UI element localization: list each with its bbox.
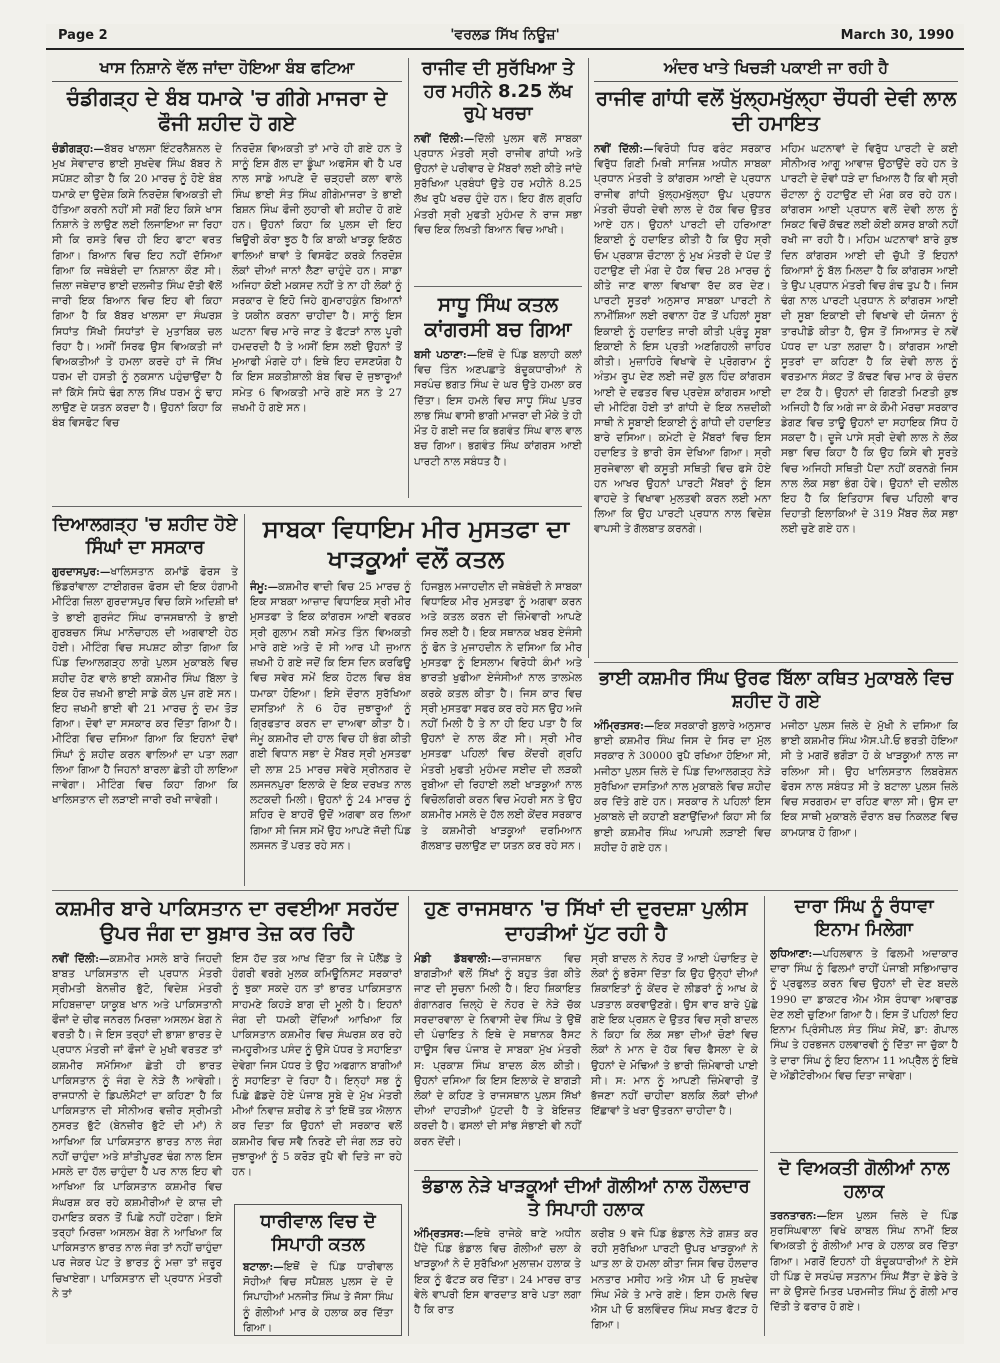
article-dhariwal	[234, 1204, 402, 1336]
column-rule	[764, 896, 765, 1336]
section-rule	[414, 286, 582, 287]
article-body: ਖਾਲਿਸਤਾਨ ਕਮਾਂਡੋ ਫੋਰਸ ਤੇ ਭਿੰਡਰਾਂਵਾਲਾ ਟਾਈਗਰਜ਼ ਫੋਰਸ ਦੀ ਇਕ ਹੰਗਾਮੀ ਮੀਟਿੰਗ ਜ਼ਿਲਾ ਗੁਰਦਾਸਪੁਰ ਵਿਚ ਕਿਸੇ ਅਦਿਸ਼ੀ ਥਾਂ ਤੇ ਭਾਈ ਗੁਰਜੰਟ ਸਿੰਘ ਰਾਜਸਥਾਨੀ ਤੇ ਭਾਈ ਗੁਰਬਚਨ ਸਿੰਘ ਮਾਨੋਚਾਹਲ ਦੀ ਅਗਵਾਈ ਹੇਠ ਹੋਈ। ਮੀਟਿੰਗ ਵਿਚ ਸਪਸ਼ਟ ਕੀਤਾ ਗਿਆ ਕਿ ਪਿੰਡ ਦਿਆਲਗੜ੍ਹ ਲਾਗੇ ਪੁਲਸ ਮੁਕਾਬਲੇ ਵਿਚ ਸ਼ਹੀਦ ਹੋਣ ਵਾਲੇ ਭਾਈ ਕਸ਼ਮੀਰ ਸਿੰਘ ਬਿੱਲਾ ਤੇ ਇਕ ਹੋਰ ਜ਼ਖਮੀ ਭਾਈ ਸਾਡੇ ਕੋਲ ਪੁਜ ਗਏ ਸਨ। ਇਹ ਜ਼ਖਮੀ ਭਾਈ ਵੀ 21 ਮਾਰਚ ਨੂੰ ਦਮ ਤੋੜ ਗਿਆ। ਦੋਵਾਂ ਦਾ ਸਸਕਾਰ ਕਰ ਦਿੱਤਾ ਗਿਆ ਹੈ। ਮੀਟਿੰਗ ਵਿਚ ਦਸਿਆ ਗਿਆ ਕਿ ਇਹਨਾਂ ਦੋਵਾਂ ਸਿੰਘਾਂ ਨੂੰ ਸ਼ਹੀਦ ਕਰਨ ਵਾਲਿਆਂ ਦਾ ਪਤਾ ਲਗਾ ਲਿਆ ਗਿਆ ਹੈ ਜਿਹਨਾਂ ਬਾਰਲਾ ਛੇਤੀ ਹੀ ਲਾਇਆ ਜਾਵੇਗਾ। ਮੀਟਿੰਗ ਵਿਚ ਕਿਹਾ ਗਿਆ ਕਿ ਖਾਲਿਸਤਾਨ ਦੀ ਲੜਾਈ ਜਾਰੀ ਰਖੀ ਜਾਵੇਗੀ।	[52, 566, 238, 807]
dateline: ਲੁਧਿਆਣਾ:—	[770, 948, 823, 960]
article-headline: ਰਾਜੀਵ ਦੀ ਸੁਰੱਖਿਆ ਤੇ ਹਰ ਮਹੀਨੇ 8.25 ਲੱਖ ਰੁਪੇ ਖਰਚਾ	[421, 58, 575, 124]
dateline: ਨਵੀਂ ਦਿੱਲੀ:—	[52, 953, 110, 965]
article-body: ਇਸ ਹੱਦ ਤਕ ਆਖ ਦਿੱਤਾ ਕਿ ਜੇ ਪੋਲੈਂਡ ਤੇ ਹੰਗਰੀ ਵਰਗੇ ਮੁਲਕ ਕਮਿਊਨਿਸਟ ਸਰਕਾਰਾਂ ਨੂੰ ਝੁਕਾ ਸਕਦੇ ਹਨ ਤਾਂ ਭਾਰਤ ਪਾਕਿਸਤਾਨ ਸਾਹਮਣੇ ਕਿਹੜੇ ਬਾਗ ਦੀ ਮੂਲੀ ਹੈ। ਇਹਨਾਂ ਜੰਗ ਦੀ ਧਮਕੀ ਦੇਂਦਿਆਂ ਆਖਿਆ ਕਿ ਪਾਕਿਸਤਾਨ ਕਸ਼ਮੀਰ ਵਿਚ ਸੰਘਰਸ਼ ਕਰ ਰਹੇ ਜਮਹੂਰੀਅਤ ਪਸੰਦ ਨੂੰ ਉਸੇ ਪੱਧਰ ਤੇ ਸਹਾਇਤਾ ਦੇਵੇਗਾ ਜਿਸ ਪੱਧਰ ਤੇ ਉਹ ਅਫਗਾਨ ਬਾਗੀਆਂ ਨੂੰ ਸਹਾਇਤਾ ਦੇ ਰਿਹਾ ਹੈ। ਇਨ੍ਹਾਂ ਸਭ ਨੂੰ ਪਿਛੇ ਛੱਡਦੇ ਹੋਏ ਪੰਜਾਬ ਸੂਬੇ ਦੇ ਮੁੱਖ ਮੰਤਰੀ ਮੀਆਂ ਨਿਵਾਜ਼ ਸ਼ਰੀਫ ਨੇ ਤਾਂ ਇਥੋਂ ਤਕ ਐਲਾਨ ਕਰ ਦਿਤਾ ਕਿ ਉਹਨਾਂ ਦੀ ਸਰਕਾਰ ਵਲੋਂ ਕਸ਼ਮੀਰ ਵਿਚ ਸਵੈ ਨਿਰਣੇ ਦੀ ਜੰਗ ਲੜ ਰਹੇ ਜੁਝਾਰੂਆਂ ਨੂੰ 5 ਕਰੋੜ ਰੁਪੈ ਵੀ ਦਿਤੇ ਜਾ ਰਹੇ ਹਨ।	[232, 953, 402, 1179]
article-headline: ਦੋ ਵਿਅਕਤੀ ਗੋਲੀਆਂ ਨਾਲ ਹਲਾਕ	[778, 1158, 950, 1202]
article-two-killed	[770, 1158, 958, 1336]
section-rule	[414, 1170, 758, 1171]
article-body: ਨਿਰਦੋਸ਼ ਵਿਅਕਤੀ ਤਾਂ ਮਾਰੇ ਹੀ ਗਏ ਹਨ ਤੇ ਸਾਨੂੰ ਇਸ ਗੱਲ ਦਾ ਡੂੰਘਾ ਅਫਸੋਸ ਵੀ ਹੈ ਪਰ ਨਾਲ ਸਾਡੇ ਆਪਣੇ ਦੋ ਚੜ੍ਹਦੀ ਕਲਾ ਵਾਲੇ ਸਿੰਘ ਭਾਈ ਸੰਤ ਸਿੰਘ ਗੀਗੇਮਾਜਰਾ ਤੇ ਭਾਈ ਬਿਸ਼ਨ ਸਿੰਘ ਫੌਜੀ ਲੁਹਾਰੀ ਵੀ ਸ਼ਹੀਦ ਹੋ ਗਏ ਹਨ। ਉਹਨਾਂ ਕਿਹਾ ਕਿ ਪੁਲਸ ਦੀ ਇਹ ਥਿਊਰੀ ਕੋਰਾ ਝੂਠ ਹੈ ਕਿ ਬਾਕੀ ਖਾੜਕੂ ਇਕੱਠ ਵਾਲਿਆਂ ਥਾਵਾਂ ਤੇ ਵਿਸਫੋਟ ਕਰਕੇ ਨਿਰਦੋਸ਼ ਲੋਕਾਂ ਦੀਆਂ ਜਾਨਾਂ ਲੈਣਾ ਚਾਹੁੰਦੇ ਹਨ। ਸਾਡਾ ਅਜਿਹਾ ਕੋਈ ਮਕਸਦ ਨਹੀਂ ਤੇ ਨਾ ਹੀ ਲੋਕਾਂ ਨੂੰ ਸਰਕਾਰ ਦੇ ਇਹੋ ਜਿਹੇ ਗੁਮਰਾਹਕੁੰਨ ਬਿਆਨਾਂ ਤੇ ਯਕੀਨ ਕਰਨਾ ਚਾਹੀਦਾ ਹੈ। ਸਾਨੂੰ ਇਸ ਘਟਨਾ ਵਿਚ ਮਾਰੇ ਜਾਣ ਤੇ ਫੱਟੜਾਂ ਨਾਲ ਪੂਰੀ ਹਮਦਰਦੀ ਹੈ ਤੇ ਅਸੀਂ ਇਸ ਲਈ ਉਹਨਾਂ ਤੋਂ ਮੁਆਫੀ ਮੰਗਦੇ ਹਾਂ। ਇਥੇ ਇਹ ਦਸਣਯੋਗ ਹੈ ਕਿ ਇਸ ਸ਼ਕਤੀਸ਼ਾਲੀ ਬੰਬ ਵਿਚ ਦੋ ਜੁਝਾਰੂਆਂ ਸਮੇਤ 6 ਵਿਅਕਤੀ ਮਾਰੇ ਗਏ ਸਨ ਤੇ 27 ਜ਼ਖਮੀ ਹੋ ਗਏ ਸਨ।	[232, 143, 402, 414]
article-headline: ਦਾਰਾ ਸਿੰਘ ਨੂੰ ਰੰਧਾਵਾ ਇਨਾਮ ਮਿਲੇਗਾ	[794, 896, 934, 940]
dateline: ਨਵੀਂ ਦਿੱਲੀ:—	[414, 132, 475, 145]
article-rajasthan	[414, 896, 758, 1166]
article-body: ਇਥੇ ਰਾਜੇਕੇ ਥਾਣੇ ਅਧੀਨ ਪੈਂਦੇ ਪਿੰਡ ਭੰਡਾਲ ਵਿਚ ਗੋਲੀਆਂ ਚਲਾ ਕੇ ਖਾੜਕੂਆਂ ਨੇ ਦੋ ਸੁਰੱਖਿਆ ਮੁਲਾਜ਼ਮ ਹਲਾਕ ਤੇ ਇਕ ਨੂੰ ਫੱਟੜ ਕਰ ਦਿੱਤਾ। 24 ਮਾਰਚ ਰਾਤ ਵੇਲੇ ਵਾਪਰੀ ਇਸ ਵਾਰਦਾਤ ਬਾਰੇ ਪਤਾ ਲਗਾ ਹੈ ਕਿ ਰਾਤ	[414, 1228, 581, 1317]
article-body: ਕਰੀਬ 9 ਵਜੇ ਪਿੰਡ ਭੰਡਾਲ ਨੇੜੇ ਗਸ਼ਤ ਕਰ ਰਹੀ ਸੁਰੱਖਿਆ ਪਾਰਟੀ ਉਪਰ ਖਾੜਕੂਆਂ ਨੇ ਘਾਤ ਲਾ ਕੇ ਹਮਲਾ ਕੀਤਾ ਜਿਸ ਵਿਚ ਹੌਲਦਾਰ ਮਨਤਾਰ ਮਸੀਹ ਅਤੇ ਐਸ ਪੀ ਓ ਸੁਖਦੇਵ ਸਿੰਘ ਮੌਕੇ ਤੇ ਮਾਰੇ ਗਏ। ਇਸ ਹਮਲੇ ਵਿਚ ਐਸ ਪੀ ਓ ਬਲਵਿੰਦਰ ਸਿੰਘ ਸਖਤ ਫੱਟੜ ਹੋ ਗਿਆ।	[591, 1228, 758, 1332]
article-dialgarh	[52, 514, 238, 886]
article-body: ਕਸ਼ਮੀਰ ਵਾਦੀ ਵਿਚ 25 ਮਾਰਚ ਨੂੰ ਇਕ ਸਾਬਕਾ ਆਜ਼ਾਦ ਵਿਧਾਇਕ ਸ੍ਰੀ ਮੀਰ ਮੁਸਤਫਾ ਤੇ ਇਕ ਕਾਂਗਰਸ ਆਈ ਵਰਕਰ ਸ੍ਰੀ ਗੁਲਾਮ ਨਬੀ ਸਮੇਤ ਤਿੰਨ ਵਿਅਕਤੀ ਮਾਰੇ ਗਏ ਅਤੇ ਦੋ ਸੀ ਆਰ ਪੀ ਜੁਆਨ ਜ਼ਖਮੀ ਹੋ ਗਏ ਜਦੋਂ ਕਿ ਇਸ ਦਿਨ ਕਰਫਿਊ ਵਿਚ ਸਵੇਰ ਸਮੇਂ ਇਕ ਹੋਟਲ ਵਿਚ ਬੰਬ ਧਮਾਕਾ ਹੋਇਆ। ਇਸੇ ਦੌਰਾਨ ਸੁਰੱਖਿਆ ਦਸਤਿਆਂ ਨੇ 6 ਹੋਰ ਜੁਝਾਰੂਆਂ ਨੂੰ ਗ੍ਰਿਫਤਾਰ ਕਰਨ ਦਾ ਦਾਅਵਾ ਕੀਤਾ ਹੈ। ਜੰਮੂ ਕਸ਼ਮੀਰ ਦੀ ਹਾਲ ਵਿਚ ਹੀ ਭੰਗ ਕੀਤੀ ਗਈ ਵਿਧਾਨ ਸਭਾ ਦੇ ਮੈਂਬਰ ਸ੍ਰੀ ਮੁਸਤਫਾ ਦੀ ਲਾਸ਼ 25 ਮਾਰਚ ਸਵੇਰੇ ਸ੍ਰੀਨਗਰ ਦੇ ਲਸਜਨਪੁਰਾ ਇਲਾਕੇ ਦੇ ਇਕ ਦਰਖਤ ਨਾਲ ਲਟਕਦੀ ਮਿਲੀ। ਉਹਨਾਂ ਨੂੰ 24 ਮਾਰਚ ਨੂੰ ਸ਼ਹਿਰ ਦੇ ਬਾਹਰੋਂ ਉਦੋਂ ਅਗਵਾ ਕਰ ਲਿਆ ਗਿਆ ਸੀ ਜਿਸ ਸਮੇਂ ਉਹ ਆਪਣੇ ਜੱਦੀ ਪਿੰਡ ਲਸਜਨ ਤੋਂ ਪਰਤ ਰਹੇ ਸਨ।	[250, 581, 411, 852]
dateline: ਬਸੀ ਪਠਾਣਾ:—	[414, 349, 478, 361]
article-body: ਮਜੀਠਾ ਪੁਲਸ ਜ਼ਿਲੇ ਦੇ ਮੁੱਖੀ ਨੇ ਦਸਿਆ ਕਿ ਭਾਈ ਕਸ਼ਮੀਰ ਸਿੰਘ ਐਸ.ਪੀ.ਓ ਭਰਤੀ ਹੋਇਆ ਸੀ ਤੇ ਮਗਰੋਂ ਭਗੌੜਾ ਹੋ ਕੇ ਖਾੜਕੂਆਂ ਨਾਲ ਜਾ ਰਲਿਆ ਸੀ। ਉਹ ਖਾਲਿਸਤਾਨ ਲਿਬਰੇਸ਼ਨ ਫੋਰਸ ਨਾਲ ਸਬੰਧਤ ਸੀ ਤੇ ਬਟਾਲਾ ਪੁਲਸ ਜ਼ਿਲੇ ਵਿਚ ਸਰਗਰਮ ਦਾ ਰਹਿਣ ਵਾਲਾ ਸੀ। ਉਸ ਦਾ ਇਕ ਸਾਥੀ ਮੁਕਾਬਲੇ ਦੌਰਾਨ ਬਚ ਨਿਕਲਣ ਵਿਚ ਕਾਮਯਾਬ ਹੋ ਗਿਆ।	[781, 720, 958, 839]
article-body: ਇਥੋਂ ਦੇ ਪਿੰਡ ਬਲਾਹੀ ਕਲਾਂ ਵਿਚ ਤਿੰਨ ਅਣਪਛਾਤੇ ਬੰਦੂਕਧਾਰੀਆਂ ਨੇ ਸਰਪੰਚ ਭਗਤ ਸਿੰਘ ਦੇ ਘਰ ਉਤੇ ਹਮਲਾ ਕਰ ਦਿੱਤਾ। ਇਸ ਹਮਲੇ ਵਿਚ ਸਾਧੂ ਸਿੰਘ ਪੁਤਰ ਲਾਭ ਸਿੰਘ ਵਾਸੀ ਭਾਗੀ ਮਾਜਰਾ ਦੀ ਮੌਕੇ ਤੇ ਹੀ ਮੌਤ ਹੋ ਗਈ ਜਦ ਕਿ ਭਗਵੰਤ ਸਿੰਘ ਵਾਲ ਵਾਲ ਬਚ ਗਿਆ। ਭਗਵੰਤ ਸਿੰਘ ਕਾਂਗਰਸ ਆਈ ਪਾਰਟੀ ਨਾਲ ਸਬੰਧਤ ਹੈ।	[414, 349, 582, 468]
article-sadhu-singh	[414, 292, 582, 502]
article-body: ਇਕ ਸਰਕਾਰੀ ਬੁਲਾਰੇ ਅਨੁਸਾਰ ਭਾਈ ਕਸ਼ਮੀਰ ਸਿੰਘ ਜਿਸ ਦੇ ਸਿਰ ਦਾ ਮੁੱਲ ਸਰਕਾਰ ਨੇ 30000 ਰੁਪੈ ਰਖਿਆ ਹੋਇਆ ਸੀ, ਮਜੀਠਾ ਪੁਲਸ ਜ਼ਿਲੇ ਦੇ ਪਿੰਡ ਦਿਆਲਗੜ੍ਹ ਨੇੜੇ ਸੁਰੱਖਿਆ ਦਸਤਿਆਂ ਨਾਲ ਮੁਕਾਬਲੇ ਵਿਚ ਸ਼ਹੀਦ ਕਰ ਦਿੱਤੇ ਗਏ ਹਨ। ਸਰਕਾਰ ਨੇ ਪਹਿਲਾਂ ਇਸ ਮੁਕਾਬਲੇ ਦੀ ਕਹਾਣੀ ਬਣਾਉਂਦਿਆਂ ਕਿਹਾ ਸੀ ਕਿ ਭਾਈ ਕਸ਼ਮੀਰ ਸਿੰਘ ਆਪਸੀ ਲੜਾਈ ਵਿਚ ਸ਼ਹੀਦ ਹੋ ਗਏ ਹਨ।	[594, 720, 771, 854]
column-rule	[408, 896, 409, 1336]
article-headline: ਹੁਣ ਰਾਜਸਥਾਨ 'ਚ ਸਿੱਖਾਂ ਦੀ ਦੁਰਦਸ਼ਾ ਪੁਲੀਸ ਦਾਹੜੀਆਂ ਪੁੱਟ ਰਹੀ ਹੈ	[424, 896, 748, 945]
issue-date: March 30, 1990	[840, 28, 954, 43]
dateline: ਜੰਮੂ:—	[250, 581, 279, 593]
article-bhandal	[414, 1176, 758, 1336]
article-body: ਇਸ ਪੁਲਸ ਜ਼ਿਲੇ ਦੇ ਪਿੰਡ ਸੁਰਸਿੰਘਵਾਲਾ ਵਿਖੇ ਕਾਬਲ ਸਿੰਘ ਨਾਮੀਂ ਇਕ ਵਿਅਕਤੀ ਨੂੰ ਗੋਲੀਆਂ ਮਾਰ ਕੇ ਹਲਾਕ ਕਰ ਦਿੱਤਾ ਗਿਆ। ਮਗਰੋਂ ਇਹਨਾਂ ਹੀ ਬੰਦੂਕਧਾਰੀਆਂ ਨੇ ਏਸੇ ਹੀ ਪਿੰਡ ਦੇ ਸਰਪੰਚ ਸਤਨਾਮ ਸਿੰਘ ਸੈਂਤਾ ਦੇ ਡੇਰੇ ਤੇ ਜਾ ਕੇ ਉਸਦੇ ਮਿਤਰ ਪਰਮਜੀਤ ਸਿੰਘ ਨੂੰ ਗੋਲੀ ਮਾਰ ਦਿੱਤੀ ਤੇ ਫਰਾਰ ਹੋ ਗਏ।	[770, 1210, 958, 1314]
article-kicker: ਖਾਸ ਨਿਸ਼ਾਨੇ ਵੱਲ ਜਾਂਦਾ ਹੋਇਆ ਬੰਬ ਫਟਿਆ	[52, 58, 402, 82]
newspaper-page	[46, 24, 964, 1344]
dateline: ਅੰਮ੍ਰਿਤਸਰ:—	[594, 720, 655, 732]
article-mir-mustafa	[250, 514, 582, 886]
article-headline: ਧਾਰੀਵਾਲ ਵਿਚ ਦੋ ਸਿਪਾਹੀ ਕਤਲ	[260, 1211, 376, 1255]
masthead: 'ਵਰਲਡ ਸਿੱਖ ਨਿਊਜ਼'	[450, 27, 560, 43]
article-headline: ਦਿਆਲਗੜ੍ਹ 'ਚ ਸ਼ਹੀਦ ਹੋਏ ਸਿੰਘਾਂ ਦਾ ਸਸਕਾਰ	[52, 514, 238, 558]
article-body: ਦਿੱਲੀ ਪੁਲਸ ਵਲੋਂ ਸਾਬਕਾ ਪ੍ਰਧਾਨ ਮੰਤਰੀ ਸ੍ਰੀ ਰਾਜੀਵ ਗਾਂਧੀ ਅਤੇ ਉਹਨਾਂ ਦੇ ਪਰੀਵਾਰ ਦੇ ਮੈਂਬਰਾਂ ਲਈ ਕੀਤੇ ਜਾਂਦੇ ਸੁਰੱਖਿਆ ਪ੍ਰਬੰਧਾਂ ਉਤੇ ਹਰ ਮਹੀਨੇ 8.25 ਲੱਖ ਰੁਪੈ ਖਰਚ ਹੁੰਦੇ ਹਨ। ਇਹ ਗੱਲ ਗ੍ਰਹਿ ਮੰਤਰੀ ਸ੍ਰੀ ਮੁਫਤੀ ਮੁਹੰਮਦ ਨੇ ਰਾਜ ਸਭਾ ਵਿਚ ਇਕ ਲਿਖਤੀ ਬਿਆਨ ਵਿਚ ਆਖੀ।	[414, 132, 582, 236]
article-body: ਵਿਰੋਧੀ ਧਿਰ ਫਰੰਟ ਸਰਕਾਰ ਵਿਰੁੱਧ ਗਿਣੀ ਮਿਥੀ ਸਾਜਿਸ਼ ਅਧੀਨ ਸਾਬਕਾ ਪ੍ਰਧਾਨ ਮੰਤਰੀ ਤੇ ਕਾਂਗਰਸ ਆਈ ਦੇ ਪ੍ਰਧਾਨ ਰਾਜੀਵ ਗਾਂਧੀ ਖੁੱਲ੍ਹਮਖੁੱਲ੍ਹਾ ਉਪ ਪ੍ਰਧਾਨ ਮੰਤਰੀ ਚੌਧਰੀ ਦੇਵੀ ਲਾਲ ਦੇ ਹੱਕ ਵਿਚ ਉਤਰ ਆਏ ਹਨ। ਉਹਨਾਂ ਪਾਰਟੀ ਦੀ ਹਰਿਆਣਾ ਇਕਾਈ ਨੂੰ ਹਦਾਇਤ ਕੀਤੀ ਹੈ ਕਿ ਉਹ ਸ੍ਰੀ ਓਮ ਪ੍ਰਕਾਸ਼ ਚੌਟਾਲਾ ਨੂੰ ਮੁਖ ਮੰਤਰੀ ਦੇ ਪੱਦ ਤੋਂ ਹਟਾਉਣ ਦੀ ਮੰਗ ਦੇ ਹੱਕ ਵਿਚ 28 ਮਾਰਚ ਨੂੰ ਕੀਤੇ ਜਾਣ ਵਾਲਾ ਵਿਖਾਵਾ ਰੱਦ ਕਰ ਦੇਣ। ਪਾਰਟੀ ਸੂਤਰਾਂ ਅਨੁਸਾਰ ਸਾਬਕਾ ਪਾਰਟੀ ਨੇ ਨਾਮੀਂਸ਼ਿਆ ਲਈ ਰਵਾਨਾ ਹੋਣ ਤੋਂ ਪਹਿਲਾਂ ਸੂਬਾ ਇਕਾਈ ਨੂੰ ਹਦਾਇਤ ਜਾਰੀ ਕੀਤੀ ਪ੍ਰੰਤੂ ਸੂਬਾ ਇਕਾਈ ਨੇ ਇਸ ਪ੍ਰਤੀ ਅਣਗਿਹਲੀ ਜ਼ਾਹਿਰ ਕੀਤੀ। ਮੁਜ਼ਾਹਿਰੇ ਵਿਖਾਵੇ ਦੇ ਪ੍ਰੋਗਰਾਮ ਨੂੰ ਅੰਤਮ ਰੂਪ ਦੇਣ ਲਈ ਜਦੋਂ ਕੁਲ ਹਿੰਦ ਕਾਂਗਰਸ ਆਈ ਦੇ ਦਫਤਰ ਵਿਚ ਪ੍ਰਦੇਸ਼ ਕਾਂਗਰਸ ਆਈ ਦੀ ਮੀਟਿੰਗ ਹੋਈ ਤਾਂ ਗਾਂਧੀ ਦੇ ਇਕ ਨਜ਼ਦੀਕੀ ਸਾਥੀ ਨੇ ਸੂਬਾਈ ਇਕਾਈ ਨੂੰ ਗਾਂਧੀ ਦੀ ਹਦਾਇਤ ਬਾਰੇ ਦਸਿਆ। ਕਮੇਟੀ ਦੇ ਮੈਂਬਰਾਂ ਵਿਚ ਇਸ ਹਦਾਇਤ ਤੇ ਭਾਰੀ ਰੋਸ ਦੇਖਿਆ ਗਿਆ। ਸ੍ਰੀ ਸੁਰਜੇਵਾਲਾ ਵੀ ਕਸੂਤੀ ਸਥਿਤੀ ਵਿਚ ਫਸੇ ਹੋਏ ਹਨ ਆਖਰ ਉਹਨਾਂ ਪਾਰਟੀ ਮੈਂਬਰਾਂ ਨੂੰ ਇਸ ਵਾਹਦੇ ਤੇ ਵਿਖਾਵਾ ਮੁਲਤਵੀ ਕਰਨ ਲਈ ਮਨਾ ਲਿਆ ਕਿ ਉਹ ਪਾਰਟੀ ਪ੍ਰਧਾਨ ਨਾਲ ਵਿਦੇਸ਼ ਵਾਪਸੀ ਤੇ ਗੱਲਬਾਤ ਕਰਨਗੇ।	[594, 143, 771, 536]
article-headline: ਚੰਡੀਗੜ੍ਹ ਦੇ ਬੰਬ ਧਮਾਕੇ 'ਚ ਗੀਗੇ ਮਾਜਰਾ ਦੇ ਫੌਜੀ ਸ਼ਹੀਦ ਹੋ ਗਏ	[66, 86, 388, 135]
page-number: Page 2	[58, 28, 108, 43]
column-rule	[408, 58, 409, 498]
article-chandigarh-blast	[52, 58, 402, 498]
dateline: ਮੰਡੀ ਡੱਬਵਾਲੀ:—	[414, 953, 502, 965]
column-rule	[244, 514, 245, 886]
section-rule	[594, 662, 958, 663]
dateline: ਚੰਡੀਗੜ੍ਹ:—	[52, 143, 105, 155]
article-body: ਸ੍ਰੀ ਬਾਦਲ ਨੇ ਨੋਹਰ ਤੋਂ ਆਈ ਪੰਚਾਇਤ ਦੇ ਲੋਕਾਂ ਨੂੰ ਭਰੋਸਾ ਦਿੱਤਾ ਕਿ ਉਹ ਉਨ੍ਹਾਂ ਦੀਆਂ ਸ਼ਿਕਾਇਤਾਂ ਨੂੰ ਕੇਂਦਰ ਦੇ ਲੀਡਰਾਂ ਨੂੰ ਆਖ ਕੇ ਪੜਤਾਲ ਕਰਵਾਉਣਗੇ। ਉਸ ਵਾਰ ਬਾਰੇ ਪੁੱਛੇ ਗਏ ਇਕ ਪ੍ਰਸ਼ਨ ਦੇ ਉਤਰ ਵਿਚ ਸ੍ਰੀ ਬਾਦਲ ਨੇ ਕਿਹਾ ਕਿ ਲੋਕ ਸਭਾ ਦੀਆਂ ਚੋਣਾਂ ਵਿਚ ਲੋਕਾਂ ਨੇ ਮਾਨ ਦੇ ਹੱਕ ਵਿਚ ਫੈਸਲਾ ਦੇ ਕੇ ਉਹਨਾਂ ਦੇ ਮੋਢਿਆਂ ਤੇ ਭਾਰੀ ਜ਼ਿੰਮੇਵਾਰੀ ਪਾਈ ਸੀ। ਸ: ਮਾਨ ਨੂੰ ਆਪਣੀ ਜ਼ਿੰਮੇਵਾਰੀ ਤੋਂ ਭੱਜਣਾ ਨਹੀਂ ਚਾਹੀਦਾ ਬਲਕਿ ਲੋਕਾਂ ਦੀਆਂ ਇੱਛਾਵਾਂ ਤੇ ਖਰਾ ਉਤਰਨਾ ਚਾਹੀਦਾ ਹੈ।	[591, 953, 758, 1118]
article-body: ਹਿਜਬੁਲ ਮਜਾਹਦੀਨ ਦੀ ਜਥੇਬੰਦੀ ਨੇ ਸਾਬਕਾ ਵਿਧਾਇਕ ਮੀਰ ਮੁਸਤਫਾ ਨੂੰ ਅਗਵਾ ਕਰਨ ਅਤੇ ਕਤਲ ਕਰਨ ਦੀ ਜ਼ਿੰਮੇਵਾਰੀ ਆਪਣੇ ਸਿਰ ਲਈ ਹੈ। ਇਕ ਸਥਾਨਕ ਖਬਰ ਏਜੰਸੀ ਨੂੰ ਫੋਨ ਤੇ ਮੁਜਾਹਦੀਨ ਨੇ ਦਸਿਆ ਕਿ ਮੀਰ ਮੁਸਤਫਾ ਨੂੰ ਇਸਲਾਮ ਵਿਰੋਧੀ ਕੰਮਾਂ ਅਤੇ ਭਾਰਤੀ ਖੁਫੀਆ ਏਜੰਸੀਆਂ ਨਾਲ ਤਾਲਮੇਲ ਕਰਕੇ ਕਤਲ ਕੀਤਾ ਹੈ। ਜਿਸ ਕਾਰ ਵਿਚ ਸ੍ਰੀ ਮੁਸਤਫਾ ਸਫਰ ਕਰ ਰਹੇ ਸਨ ਉਹ ਅਜੇ ਨਹੀਂ ਮਿਲੀ ਹੈ ਤੇ ਨਾ ਹੀ ਇਹ ਪਤਾ ਹੈ ਕਿ ਉਹਨਾਂ ਦੇ ਨਾਲ ਕੌਣ ਸੀ। ਸ੍ਰੀ ਮੀਰ ਮੁਸਤਫਾ ਪਹਿਲਾਂ ਵਿਚ ਕੇਂਦਰੀ ਗ੍ਰਹਿ ਮੰਤਰੀ ਮੁਫਤੀ ਮੁਹੰਮਦ ਸਈਦ ਦੀ ਲੜਕੀ ਰੁਬੀਆ ਦੀ ਰਿਹਾਈ ਲਈ ਖਾੜਕੂਆਂ ਨਾਲ ਵਿਚੋਲਗਿਰੀ ਕਰਨ ਵਿਚ ਮੋਹਰੀ ਸਨ ਤੇ ਉਹ ਕਸ਼ਮੀਰ ਮਸਲੇ ਦੇ ਹੱਲ ਲਈ ਕੇਂਦਰ ਸਰਕਾਰ ਤੇ ਕਸ਼ਮੀਰੀ ਖਾੜਕੂਆਂ ਦਰਮਿਆਨ ਗੱਲਬਾਤ ਚਲਾਉਣ ਦਾ ਯਤਨ ਕਰ ਰਹੇ ਸਨ।	[421, 581, 582, 852]
article-body: ਇਥੋਂ ਦੇ ਪਿੰਡ ਧਾਰੀਵਾਲ ਸੋਹੀਆਂ ਵਿਚ ਸਪੈਸ਼ਲ ਪੁਲਸ ਦੇ ਦੋ ਸਿਪਾਹੀਆਂ ਮਨਜੀਤ ਸਿੰਘ ਤੇ ਜੱਸਾ ਸਿੰਘ ਨੂੰ ਗੋਲੀਆਂ ਮਾਰ ਕੇ ਹਲਾਕ ਕਰ ਦਿੱਤਾ ਗਿਆ।	[243, 1261, 393, 1334]
article-body: ਕਸ਼ਮੀਰ ਮਸਲੇ ਬਾਰੇ ਜਿਹਦੀ ਬਾਬਤ ਪਾਕਿਸਤਾਨ ਦੀ ਪ੍ਰਧਾਨ ਮੰਤਰੀ ਸ੍ਰੀਮਤੀ ਬੇਨਜ਼ੀਰ ਭੁੱਟੋ, ਵਿਦੇਸ਼ ਮੰਤਰੀ ਸਹਿਬਜ਼ਾਦਾ ਯਾਕੂਬ ਖਾਨ ਅਤੇ ਪਾਕਿਸਤਾਨੀ ਫੌਜਾਂ ਦੇ ਚੀਫ ਜਨਰਲ ਮਿਰਜ਼ਾ ਅਸਲਮ ਬੇਗ ਨੇ ਵਰਤੀ ਹੈ। ਜੇ ਇਸ ਤਰ੍ਹਾਂ ਦੀ ਭਾਸ਼ਾ ਭਾਰਤ ਦੇ ਪ੍ਰਧਾਨ ਮੰਤਰੀ ਜਾਂ ਫੌਜਾਂ ਦੇ ਮੁਖੀ ਵਰਤਣ ਤਾਂ ਕਸ਼ਮੀਰ ਸਮੱਸਿਆ ਛੇਤੀ ਹੀ ਭਾਰਤ ਪਾਕਿਸਤਾਨ ਨੂੰ ਜੰਗ ਦੇ ਨੇੜੇ ਲੈ ਆਵੇਗੀ। ਰਾਜਧਾਨੀ ਦੇ ਡਿਪਲੋਮੈਟਾਂ ਦਾ ਕਹਿਣਾ ਹੈ ਕਿ ਪਾਕਿਸਤਾਨ ਦੀ ਸੀਨੀਅਰ ਵਜ਼ੀਰ ਸ੍ਰੀਮਤੀ ਨੁਸਰਤ ਭੁੱਟੋ (ਬੇਨਜ਼ੀਰ ਭੁੱਟੋ ਦੀ ਮਾਂ) ਨੇ ਆਖਿਆ ਕਿ ਪਾਕਿਸਤਾਨ ਭਾਰਤ ਨਾਲ ਜੰਗ ਨਹੀਂ ਚਾਹੁੰਦਾ ਅਤੇ ਸ਼ਾਂਤੀਪੂਰਣ ਢੰਗ ਨਾਲ ਇਸ ਮਸਲੇ ਦਾ ਹੱਲ ਚਾਹੁੰਦਾ ਹੈ ਪਰ ਨਾਲ ਇਹ ਵੀ ਆਖਿਆ ਕਿ ਪਾਕਿਸਤਾਨ ਕਸ਼ਮੀਰ ਵਿਚ ਸੰਘਰਸ਼ ਕਰ ਰਹੇ ਕਸ਼ਮੀਰੀਆਂ ਦੇ ਕਾਜ਼ ਦੀ ਹਮਾਇਤ ਕਰਨ ਤੋਂ ਪਿਛੇ ਨਹੀਂ ਹਟੇਗਾ। ਇਸੇ ਤਰ੍ਹਾਂ ਮਿਰਜ਼ਾ ਅਸਲਮ ਬੇਗ ਨੇ ਆਖਿਆ ਕਿ ਪਾਕਿਸਤਾਨ ਭਾਰਤ ਨਾਲ ਜੰਗ ਤਾਂ ਨਹੀਂ ਚਾਹੁੰਦਾ ਪਰ ਜੇਕਰ ਪੇਟ ਤੇ ਭਾਰਤ ਨੂੰ ਮਜ਼ਾ ਤਾਂ ਜ਼ਰੂਰ ਚਿਖਾਏਗਾ। ਪਾਕਿਸਤਾਨ ਦੀ ਪ੍ਰਧਾਨ ਮੰਤਰੀ ਨੇ ਤਾਂ	[52, 953, 223, 1300]
dateline: ਤਰਨਤਾਰਨ:—	[770, 1210, 827, 1222]
article-rajiv-devilal	[594, 58, 958, 658]
section-rule	[770, 1152, 958, 1153]
article-headline: ਭੰਡਾਲ ਨੇੜੇ ਖਾੜਕੂਆਂ ਦੀਆਂ ਗੋਲੀਆਂ ਨਾਲ ਹੌਲਦਾਰ ਤੇ ਸਿਪਾਹੀ ਹਲਾਕ	[422, 1176, 750, 1220]
article-headline: ਸਾਬਕਾ ਵਿਧਾਇਮ ਮੀਰ ਮੁਸਤਫਾ ਦਾ ਖਾੜਕੂਆਂ ਵਲੋਂ ਕਤਲ	[262, 515, 570, 573]
article-headline: ਭਾਈ ਕਸ਼ਮੀਰ ਸਿੰਘ ਉਰਫ ਬਿੱਲਾ ਕਥਿਤ ਮੁਕਾਬਲੇ ਵਿਚ ਸ਼ਹੀਦ ਹੋ ਗਏ	[599, 668, 953, 712]
article-headline: ਕਸ਼ਮੀਰ ਬਾਰੇ ਪਾਕਿਸਤਾਨ ਦਾ ਰਵਈਆ ਸਰਹੱਦ ਉਪਰ ਜੰਗ ਦਾ ਬੁਖ਼ਾਰ ਤੇਜ਼ ਕਰ ਰਿਹੈ	[55, 896, 399, 945]
article-headline: ਰਾਜੀਵ ਗਾਂਧੀ ਵਲੋਂ ਖੁੱਲ੍ਹਮਖੁੱਲ੍ਹਾ ਚੌਧਰੀ ਦੇਵੀ ਲਾਲ ਦੀ ਹਮਾਇਤ	[595, 86, 957, 135]
section-rule	[52, 890, 958, 891]
article-kashmir-singh-billa	[594, 668, 958, 886]
article-body: ਪਹਿਲਵਾਨ ਤੇ ਫਿਲਮੀ ਅਦਾਕਾਰ ਦਾਰਾ ਸਿੰਘ ਨੂੰ ਫਿਲਮਾਂ ਰਾਹੀਂ ਪੰਜਾਬੀ ਸਭਿਆਚਾਰ ਨੂੰ ਪ੍ਰਫੁਲਤ ਕਰਨ ਵਿਚ ਉਹਨਾਂ ਦੀ ਦੇਣ ਬਦਲੇ 1990 ਦਾ ਡਾਕਟਰ ਐਮ ਐਸ ਰੰਧਾਵਾ ਅਵਾਰਡ ਦੇਣ ਲਈ ਚੁਣਿਆ ਗਿਆ ਹੈ। ਇਸ ਤੋਂ ਪਹਿਲਾਂ ਇਹ ਇਨਾਮ ਪ੍ਰਿੰਸੀਪਲ ਸੰਤ ਸਿੰਘ ਸੇਖੋਂ, ਡਾ: ਗੋਪਾਲ ਸਿੰਘ ਤੇ ਹਰਭਜਨ ਹਲਵਾਰਵੀ ਨੂੰ ਦਿੱਤਾ ਜਾ ਚੁੱਕਾ ਹੈ ਤੇ ਦਾਰਾ ਸਿੰਘ ਨੂੰ ਇਹ ਇਨਾਮ 11 ਅਪ੍ਰੈਲ ਨੂੰ ਇਥੇ ਦੇ ਔਡੀਟੋਰੀਅਮ ਵਿਚ ਦਿਤਾ ਜਾਵੇਗਾ।	[770, 948, 958, 1082]
dateline: ਨਵੀਂ ਦਿੱਲੀ:—	[594, 143, 654, 155]
dateline: ਗੁਰਦਾਸਪੁਰ:—	[52, 566, 111, 578]
article-rajiv-security	[414, 58, 582, 282]
article-kicker: ਅੰਦਰ ਖਾਤੇ ਖਿਚੜੀ ਪਕਾਈ ਜਾ ਰਹੀ ਹੈ	[594, 58, 958, 82]
dateline: ਅੰਮ੍ਰਿਤਸਰ:—	[414, 1228, 475, 1240]
article-dara-singh	[770, 896, 958, 1148]
article-headline: ਸਾਧੂ ਸਿੰਘ ਕਤਲ ਕਾਂਗਰਸੀ ਬਚ ਗਿਆ	[424, 292, 572, 341]
page-header	[46, 24, 964, 50]
column-rule	[588, 58, 589, 658]
article-body: ਬੱਬਰ ਖਾਲਸਾ ਇੰਟਰਨੈਸ਼ਨਲ ਦੇ ਮੁਖ ਸੇਵਾਦਾਰ ਭਾਈ ਸੁਖਦੇਵ ਸਿੰਘ ਬੱਬਰ ਨੇ ਸਪੱਸ਼ਟ ਕੀਤਾ ਹੈ ਕਿ 20 ਮਾਰਚ ਨੂੰ ਹੋਏ ਬੰਬ ਧਮਾਕੇ ਦਾ ਉਦੇਸ਼ ਕਿਸੇ ਨਿਰਦੋਸ਼ ਵਿਅਕਤੀ ਦੀ ਹੱਤਿਆ ਕਰਨੀ ਨਹੀਂ ਸੀ ਸਗੋਂ ਇਹ ਕਿਸੇ ਖਾਸ ਨਿਸ਼ਾਨੇ ਤੇ ਲਾਉਣ ਲਈ ਲਿਜਾਇਆ ਜਾ ਰਿਹਾ ਸੀ ਕਿ ਰਸਤੇ ਵਿਚ ਹੀ ਇਹ ਫਾਟਾ ਵਰਤ ਗਿਆ। ਬਿਆਨ ਵਿਚ ਇਹ ਨਹੀਂ ਦੱਸਿਆ ਗਿਆ ਕਿ ਜਥੇਬੰਦੀ ਦਾ ਨਿਸ਼ਾਨਾ ਕੌਣ ਸੀ। ਜ਼ਿਲਾ ਜਥੇਦਾਰ ਭਾਈ ਦਲਜੀਤ ਸਿੰਘ ਦੱਤੀ ਵੱਲੋਂ ਜਾਰੀ ਇਕ ਬਿਆਨ ਵਿਚ ਇਹ ਵੀ ਕਿਹਾ ਗਿਆ ਹੈ ਕਿ ਬੱਬਰ ਖਾਲਸਾ ਦਾ ਸੰਘਰਸ਼ ਸਿਧਾਂਤ ਸਿੱਖੀ ਸਿਧਾਂਤਾਂ ਦੇ ਮੁਤਾਬਿਕ ਚਲ ਰਿਹਾ ਹੈ। ਅਸੀਂ ਸਿਰਫ ਉਸ ਵਿਅਕਤੀ ਜਾਂ ਵਿਅਕਤੀਆਂ ਤੇ ਹਮਲਾ ਕਰਦੇ ਹਾਂ ਜੋ ਸਿੱਖ ਧਰਮ ਦੀ ਹਸਤੀ ਨੂੰ ਨੁਕਸਾਨ ਪਹੁੰਚਾਉਂਦਾ ਹੈ ਜਾਂ ਕਿੱਸੇ ਸਿਧੇ ਢੰਗ ਨਾਲ ਸਿੱਖ ਧਰਮ ਨੂੰ ਢਾਹ ਲਾਉਣ ਦੇ ਯਤਨ ਕਰਦਾ ਹੈ। ਉਹਨਾਂ ਕਿਹਾ ਕਿ ਬੰਬ ਵਿਸਫੋਟ ਵਿਚ	[52, 143, 222, 429]
article-body: ਮਹਿਮ ਘਟਨਾਵਾਂ ਦੇ ਵਿਰੁੱਧ ਪਾਰਟੀ ਦੇ ਕਈ ਸੀਨੀਅਰ ਆਗੂ ਆਵਾਜ਼ ਉਠਾਉਂਦੇ ਰਹੇ ਹਨ ਤੇ ਪਾਰਟੀ ਦੇ ਦੋਵਾਂ ਧੜੇ ਦਾ ਖਿਆਲ ਹੈ ਕਿ ਵੀ ਸ੍ਰੀ ਚੌਟਾਲਾ ਨੂੰ ਹਟਾਉਣ ਦੀ ਮੰਗ ਕਰ ਰਹੇ ਹਨ। ਕਾਂਗਰਸ ਆਈ ਪ੍ਰਧਾਨ ਵਲੋਂ ਦੇਵੀ ਲਾਲ ਨੂੰ ਸਿਕਟ ਵਿਚੋਂ ਕੱਢਣ ਲਈ ਕੋਈ ਕਸਰ ਬਾਕੀ ਨਹੀਂ ਰਖੀ ਜਾ ਰਹੀ ਹੈ। ਮਹਿਮ ਘਟਨਾਵਾਂ ਬਾਰੇ ਕੁਝ ਦਿਨ ਕਾਂਗਰਸ ਆਈ ਦੀ ਚੁੱਪੀ ਤੋਂ ਇਹਨਾਂ ਕਿਆਸਾਂ ਨੂੰ ਬੱਲ ਮਿਲਦਾ ਹੈ ਕਿ ਕਾਂਗਰਸ ਆਈ ਤੇ ਉਪ ਪ੍ਰਧਾਨ ਮੰਤਰੀ ਵਿਚ ਗੰਢ ਤੁਪ ਹੈ। ਜਿਸ ਢੰਗ ਨਾਲ ਪਾਰਟੀ ਪ੍ਰਧਾਨ ਨੇ ਕਾਂਗਰਸ ਆਈ ਦੀ ਸੂਬਾ ਇਕਾਈ ਦੀ ਵਿਖਾਵੇ ਦੀ ਯੋਜਨਾ ਨੂੰ ਤਾਰਪੀਡੋ ਕੀਤਾ ਹੈ, ਉਸ ਤੋਂ ਸਿਆਸਤ ਦੇ ਨਵੇਂ ਪੱਧਰ ਦਾ ਪਤਾ ਲਗਦਾ ਹੈ। ਕਾਂਗਰਸ ਆਈ ਸੂਤਰਾਂ ਦਾ ਕਹਿਣਾ ਹੈ ਕਿ ਦੇਵੀ ਲਾਲ ਨੂੰ ਵਰਤਮਾਨ ਸੰਕਟ ਤੋਂ ਕੱਢਣ ਵਿਚ ਮਾਰ ਕੇ ਚੰਦਨ ਦਾ ਟੱਕ ਹੈ। ਉਹਨਾਂ ਦੀ ਗਿਣਤੀ ਮਿਣਤੀ ਕੁਝ ਅਜਿਹੀ ਹੈ ਕਿ ਅਗੇ ਜਾ ਕੇ ਕੌਮੀ ਮੋਰਚਾ ਸਰਕਾਰ ਡੇਗਣ ਵਿਚ ਤਾਊ ਉਹਨਾਂ ਦਾ ਸਹਾਇਕ ਸਿੱਧ ਹੋ ਸਕਦਾ ਹੈ। ਦੂਜੇ ਪਾਸੇ ਸ੍ਰੀ ਦੇਵੀ ਲਾਲ ਨੇ ਲੋਕ ਸਭਾ ਵਿਚ ਕਿਹਾ ਹੈ ਕਿ ਉਹ ਕਿਸੇ ਵੀ ਸੂਰਤੇ ਵਿਚ ਅਜਿਹੀ ਸਥਿਤੀ ਪੈਦਾ ਨਹੀਂ ਕਰਨਗੇ ਜਿਸ ਨਾਲ ਲੋਕ ਸਭਾ ਭੰਗ ਹੋਵੇ। ਉਹਨਾਂ ਦੀ ਦਲੀਲ ਇਹ ਹੈ ਕਿ ਇਤਿਹਾਸ ਵਿਚ ਪਹਿਲੀ ਵਾਰ ਦਿਹਾਤੀ ਇਲਾਕਿਆਂ ਦੇ 319 ਮੈਂਬਰ ਲੋਕ ਸਭਾ ਲਈ ਚੁਣੇ ਗਏ ਹਨ।	[781, 143, 958, 536]
section-rule	[52, 506, 582, 507]
dateline: ਬਟਾਲਾ:—	[243, 1261, 284, 1273]
article-body: ਰਾਜਸਥਾਨ ਵਿਚ ਬਾਗੜੀਆਂ ਵਲੋਂ ਸਿੱਖਾਂ ਨੂੰ ਬਹੁਤ ਤੰਗ ਕੀਤੇ ਜਾਣ ਦੀ ਸੂਚਨਾ ਮਿਲੀ ਹੈ। ਇਹ ਸ਼ਿਕਾਇਤ ਗੰਗਾਨਗਰ ਜ਼ਿਲ੍ਹੇ ਦੇ ਨੋਹਰ ਦੇ ਨੇੜੇ ਚੱਕ ਸਰਦਾਰਵਾਲਾ ਦੇ ਨਿਵਾਸੀ ਦੇਵ ਸਿੰਘ ਤੇ ਉਥੋਂ ਦੀ ਪੰਚਾਇਤ ਨੇ ਇਥੇ ਦੇ ਸਥਾਨਕ ਰੈਸਟ ਹਾਊਸ ਵਿਚ ਪੰਜਾਬ ਦੇ ਸਾਬਕਾ ਮੁੱਖ ਮੰਤਰੀ ਸ: ਪ੍ਰਕਾਸ਼ ਸਿੰਘ ਬਾਦਲ ਕੋਲ ਕੀਤੀ। ਉਹਨਾਂ ਦਸਿਆ ਕਿ ਇਸ ਇਲਾਕੇ ਦੇ ਬਾਗੜੀ ਲੋਕਾਂ ਦੇ ਕਹਿਣ ਤੇ ਰਾਜਸਥਾਨ ਪੁਲਸ ਸਿੱਖਾਂ ਦੀਆਂ ਦਾਹੜੀਆਂ ਪੁੱਟਦੀ ਹੈ ਤੇ ਬੇਇਜ਼ਤ ਕਰਦੀ ਹੈ। ਫਸਲਾਂ ਦੀ ਸਾਂਭ ਸੰਭਾਈ ਵੀ ਨਹੀਂ ਕਰਨ ਦੇਂਦੀ।	[414, 953, 581, 1148]
